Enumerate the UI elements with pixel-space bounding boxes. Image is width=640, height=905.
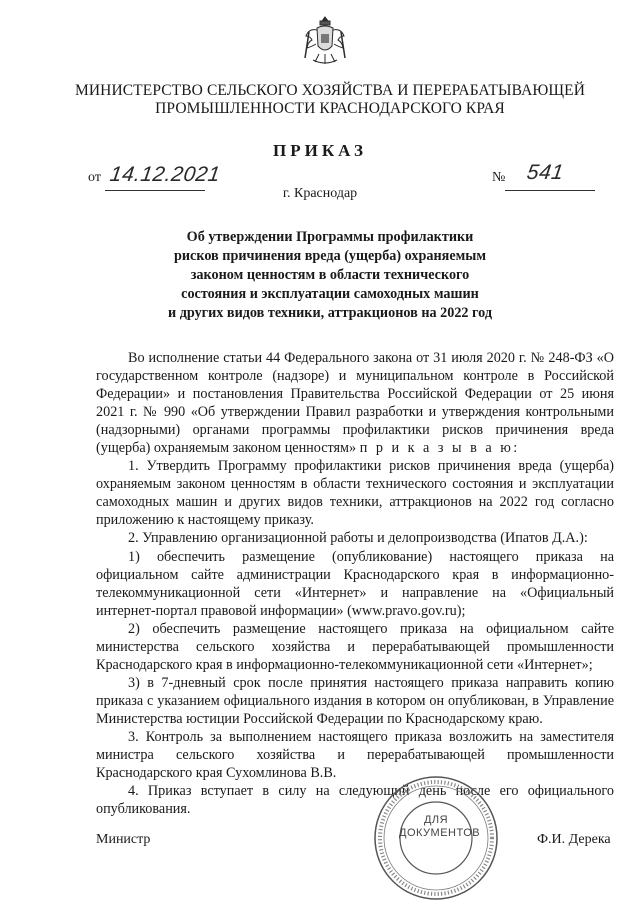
prikazyvayu-word: п р и к а з ы в а ю: — [359, 440, 520, 457]
paragraph-1: 1. Утвердить Программу профилактики рисков причинения вреда (ущерба) охраняемым законом ценностям в области технического состояния и эксплуатации самоходных машин и других видов техники, аттракционов на 2022 год согласно приложению к настоящему приказу. — [96, 458, 614, 529]
heading-line-1: Об утверждении Программы профилактики — [186, 229, 474, 245]
stamp-text — [399, 814, 481, 840]
handwritten-date: 14.12.2021 — [108, 163, 222, 186]
number-prefix: № — [492, 170, 506, 185]
paragraph-3: 3. Контроль за выполнением настоящего приказа возложить на заместителя министра сельского хозяйства и перерабатывающей промышленности Краснодарского края Сухомлинова В.В. — [96, 728, 614, 782]
stamp-line-2: ДОКУМЕНТОВ — [399, 827, 481, 839]
paragraph-4: 4. Приказ вступает в силу на следующий день после его официального опубликования. — [96, 783, 614, 818]
heading-line-3: законом ценностям в области технического — [190, 267, 470, 283]
heading-line-4: состояния и эксплуатации самоходных машин — [181, 286, 479, 302]
ministry-line-1: МИНИСТЕРСТВО СЕЛЬСКОГО ХОЗЯЙСТВА И ПЕРЕРАБАТЫВАЮЩЕЙ — [74, 82, 585, 99]
heading-line-2: рисков причинения вреда (ущерба) охраняемым — [173, 248, 487, 264]
heading-line-5: и других видов техники, аттракционов на 2022 год — [167, 305, 493, 321]
signatory-name: Ф.И. Дерека — [537, 832, 611, 847]
ministry-line-2: ПРОМЫШЛЕННОСТИ КРАСНОДАРСКОГО КРАЯ — [155, 100, 505, 117]
intro-text: Во исполнение статьи 44 Федерального закона от 31 июля 2020 г. № 248-ФЗ «О государственном контроле (надзоре) и муниципальном контроле в Российской Федерации» и постановления Правительства Российской Федерации от 25 июня 2021 г. № 990 «Об утверждении Правил разработки и утверждения контрольными (надзорными) органами программы профилактики рисков причинения вреда (ущерба) охраняемым законом ценностям» — [96, 350, 614, 457]
coat-of-arms-emblem — [303, 14, 347, 66]
intro-paragraph — [96, 349, 614, 457]
order-body — [96, 349, 614, 818]
paragraph-2: 2. Управлению организационной работы и делопроизводства (Ипатов Д.А.): — [128, 530, 588, 547]
city-label: г. Краснодар — [282, 186, 358, 201]
handwritten-number: 541 — [525, 161, 566, 184]
paragraph-2-1: 1) обеспечить размещение (опубликование) настоящего приказа на официальном сайте администрации Краснодарского края в информационно-телекоммуникационной сети «Интернет» и направление на «Официальный интернет-портал правовой информации» (www.pravo.gov.ru); — [96, 548, 614, 619]
order-heading — [120, 228, 540, 323]
order-title: ПРИКАЗ — [273, 141, 367, 160]
paragraph-2-2: 2) обеспечить размещение настоящего приказа на официальном сайте министерства сельского хозяйства и перерабатывающей промышленности Краснодарского края в информационно-телекоммуникационной сети «Интернет»; — [96, 620, 614, 673]
date-prefix: от — [88, 170, 101, 185]
stamp-line-1: ДЛЯ — [423, 814, 449, 826]
signatory-position: Министр — [96, 832, 151, 847]
paragraph-2-3: 3) в 7-дневный срок после принятия настоящего приказа направить копию приказа с указанием официального издания в котором он опубликован, в Управление Министерства юстиции Российской Федерации по Краснодарскому краю. — [96, 674, 614, 727]
ministry-name — [60, 82, 600, 118]
